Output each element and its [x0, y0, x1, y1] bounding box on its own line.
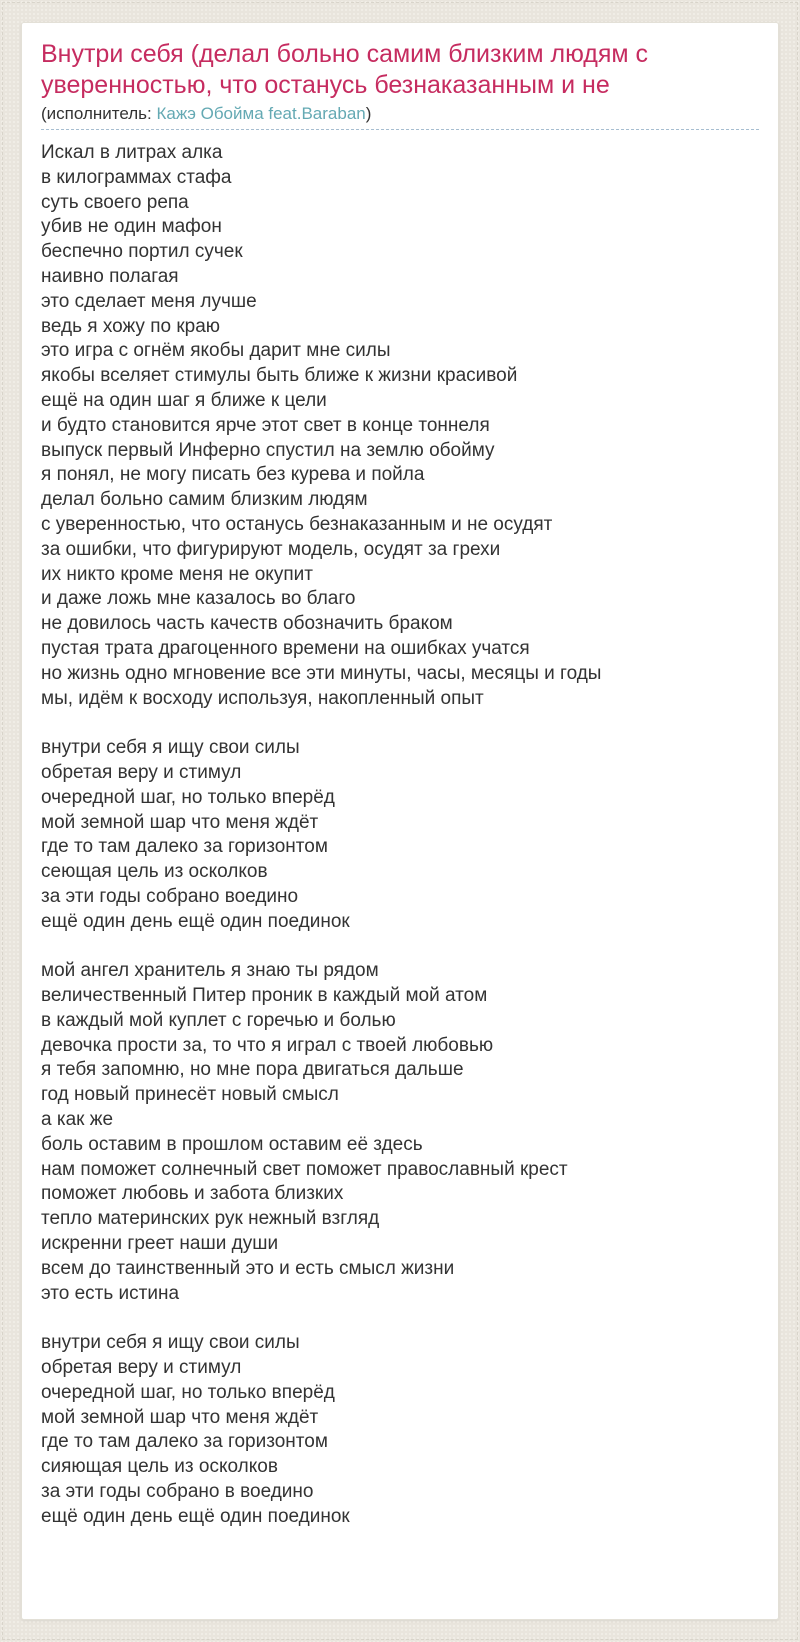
lyric-line: ещё один день ещё один поединок	[41, 1505, 350, 1527]
lyric-line: это сделает меня лучше	[41, 290, 257, 312]
lyric-line: очередной шаг, но только вперёд	[41, 786, 335, 808]
lyric-line: наивно полагая	[41, 265, 179, 287]
lyric-line: суть своего репа	[41, 191, 189, 213]
artist-row	[41, 104, 759, 130]
lyric-line: это есть истина	[41, 1282, 180, 1304]
performer-label: (исполнитель:	[41, 104, 152, 123]
lyric-line: выпуск первый Инферно спустил на землю обойму	[41, 439, 495, 461]
lyric-line: я тебя запомню, но мне пора двигаться дальше	[41, 1059, 464, 1081]
lyric-line: где то там далеко за горизонтом	[41, 1431, 328, 1453]
lyric-line: нам поможет солнечный свет поможет православный крест	[41, 1158, 568, 1180]
lyric-line: убив не один мафон	[41, 216, 222, 238]
lyric-line: но жизнь одно мгновение все эти минуты, часы, месяцы и годы	[41, 662, 602, 684]
performer-close-paren: )	[365, 104, 372, 123]
song-title: Внутри себя (делал больно самим близким людям с уверенностью, что останусь безнаказанным и не	[41, 40, 649, 99]
lyric-line	[41, 711, 759, 736]
lyric-line: а как же	[41, 1109, 114, 1131]
lyric-line: мой земной шар что меня ждёт	[41, 1406, 319, 1428]
lyric-line: обретая веру и стимул	[41, 761, 242, 783]
lyric-line: в каждый мой куплет с горечью и болью	[41, 1009, 396, 1031]
lyric-line: делал больно самим близким людям	[41, 489, 368, 511]
lyric-line: за эти годы собрано в воедино	[41, 1481, 314, 1503]
lyric-line: ведь я хожу по краю	[41, 315, 221, 337]
lyric-line: и даже ложь мне казалось во благо	[41, 588, 356, 610]
lyric-line: очередной шаг, но только вперёд	[41, 1381, 335, 1403]
lyric-line: с уверенностью, что останусь безнаказанным и не осудят	[41, 513, 553, 535]
lyric-line: за ошибки, что фигурируют модель, осудят за грехи	[41, 538, 501, 560]
lyric-line: величественный Питер проник в каждый мой атом	[41, 985, 488, 1007]
lyric-line: за эти годы собрано воедино	[41, 885, 299, 907]
lyric-line: где то там далеко за горизонтом	[41, 836, 328, 858]
lyric-line: всем до таинственный это и есть смысл жизни	[41, 1257, 455, 1279]
lyric-line: пустая трата драгоценного времени на ошибках учатся	[41, 637, 530, 659]
lyric-line: год новый принесёт новый смысл	[41, 1084, 339, 1106]
lyric-line: беспечно портил сучек	[41, 241, 243, 263]
lyric-line: и будто становится ярче этот свет в конце тоннеля	[41, 414, 490, 436]
lyric-line: сеющая цель из осколков	[41, 861, 268, 883]
lyric-line: девочка прости за, то что я играл с твоей любовью	[41, 1034, 494, 1056]
lyric-line	[41, 935, 759, 960]
lyric-line: в килограммах стафа	[41, 166, 232, 188]
lyric-line: тепло материнских рук нежный взгляд	[41, 1208, 380, 1230]
lyric-line: Искал в литрах алка	[41, 142, 223, 163]
lyric-line: внутри себя я ищу свои силы	[41, 1332, 300, 1354]
lyric-line: ещё на один шаг я ближе к цели	[41, 389, 327, 411]
lyric-line: боль оставим в прошлом оставим её здесь	[41, 1133, 423, 1155]
lyric-line: их никто кроме меня не окупит	[41, 563, 313, 585]
lyric-line: я понял, не могу писать без курева и пойла	[41, 464, 425, 486]
lyric-line: ещё один день ещё один поединок	[41, 910, 350, 932]
lyric-line: мой земной шар что меня ждёт	[41, 811, 319, 833]
lyric-line: не довилось часть качеств обозначить браком	[41, 613, 453, 635]
lyrics-card	[21, 22, 779, 1620]
lyric-line: сияющая цель из осколков	[41, 1456, 278, 1478]
lyric-line: обретая веру и стимул	[41, 1357, 242, 1379]
lyric-line: мы, идём к восходу используя, накопленный опыт	[41, 687, 484, 709]
artist-link[interactable]: Кажэ Обойма feat.Baraban	[156, 104, 366, 123]
lyric-line: внутри себя я ищу свои силы	[41, 737, 300, 759]
lyric-line	[41, 1306, 759, 1331]
lyric-line: это игра с огнём якобы дарит мне силы	[41, 340, 391, 362]
lyric-line: мой ангел хранитель я знаю ты рядом	[41, 960, 379, 982]
lyric-line: якобы вселяет стимулы быть ближе к жизни красивой	[41, 365, 518, 387]
lyric-line: искренни греет наши души	[41, 1233, 279, 1255]
lyric-line: поможет любовь и забота близких	[41, 1183, 344, 1205]
lyrics-text	[41, 141, 759, 1530]
